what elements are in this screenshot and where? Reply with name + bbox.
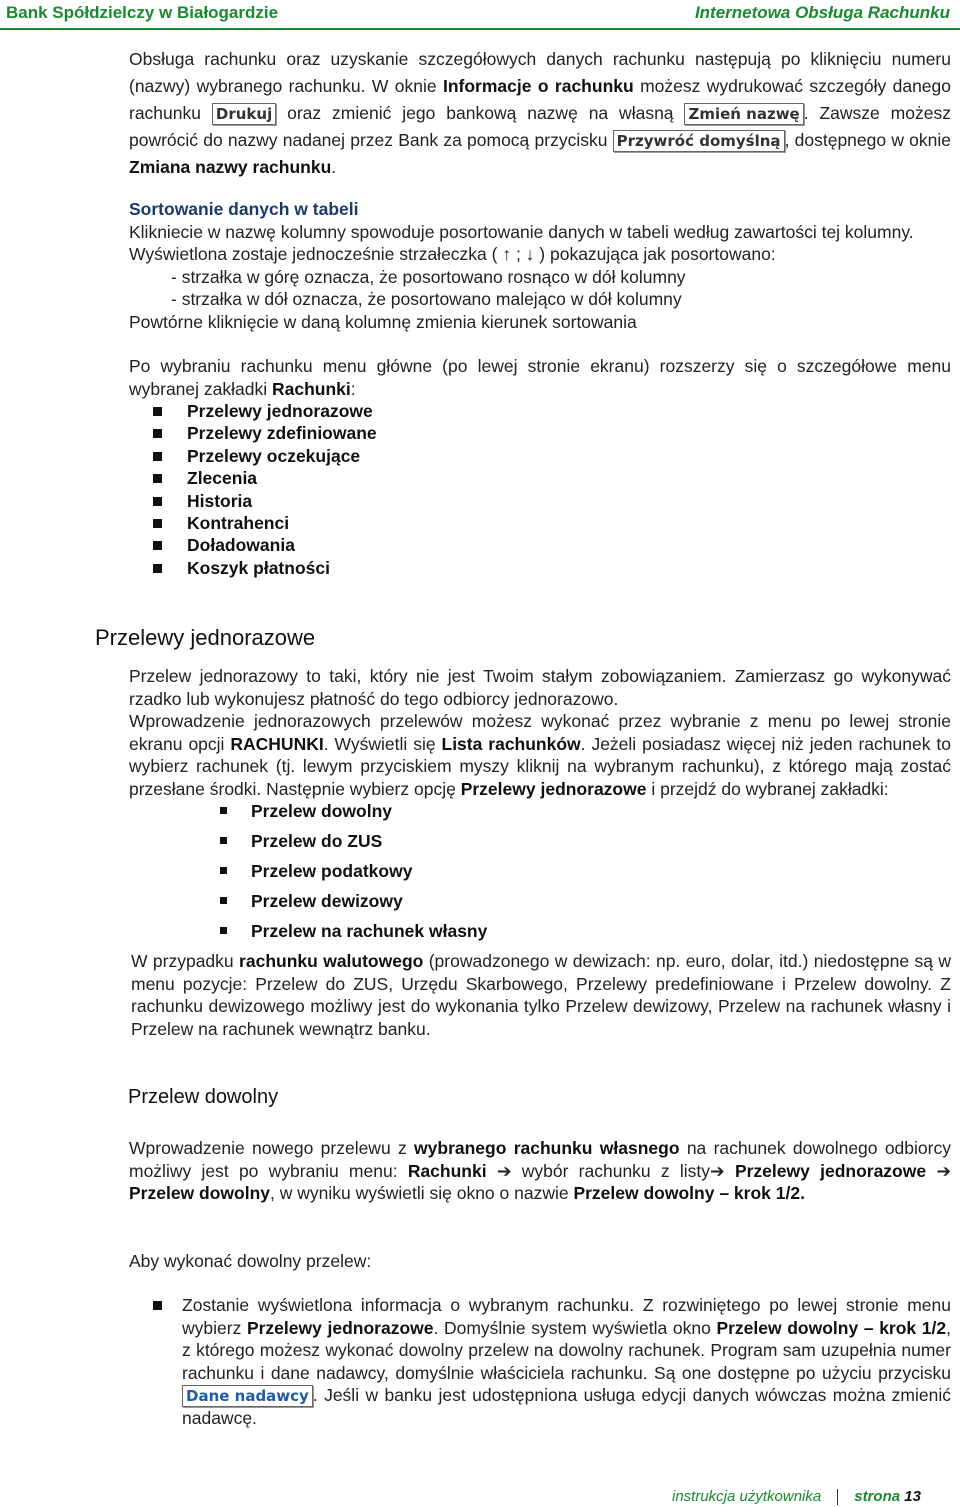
- intro-section: [129, 46, 951, 181]
- bank-name: Bank Spółdzielczy w Białogardzie: [6, 3, 279, 22]
- sorting-repeat-note: Powtórne kliknięcie w daną kolumnę zmienia kierunek sortowania: [129, 311, 637, 332]
- page-number: 13: [904, 1488, 921, 1505]
- square-bullet-icon: [153, 519, 162, 528]
- menu-intro: Po wybraniu rachunku menu główne (po lewej stronie ekranu) rozszerzy się o szczegółowe menu wybranej zakładki Rachunki:: [129, 356, 951, 399]
- sorting-section: [129, 198, 951, 333]
- square-bullet-icon: [153, 474, 162, 483]
- page-footer: [672, 1488, 921, 1505]
- list-item: Przelewy zdefiniowane: [129, 422, 951, 444]
- instruction-intro: [129, 1250, 951, 1273]
- paragraph: Aby wykonać dowolny przelew:: [129, 1251, 372, 1271]
- square-bullet-icon: [153, 1301, 162, 1310]
- sorting-heading: Sortowanie danych w tabeli: [129, 199, 359, 219]
- print-button[interactable]: Drukuj: [212, 103, 276, 125]
- page-header: [0, 0, 960, 30]
- square-bullet-icon: [153, 407, 162, 416]
- rename-button[interactable]: Zmień nazwę: [684, 103, 803, 125]
- square-bullet-icon: [220, 807, 227, 814]
- menu-section: [129, 355, 951, 579]
- list-item: Kontrahenci: [129, 512, 951, 534]
- section2-body: [129, 1137, 951, 1205]
- list-item: Doładowania: [129, 534, 951, 556]
- restore-default-button[interactable]: Przywróć domyślną: [613, 130, 785, 152]
- list-item: Przelewy oczekujące: [129, 445, 951, 467]
- list-item: Przelew na rachunek własny: [129, 920, 951, 950]
- list-item: Przelew podatkowy: [129, 860, 951, 890]
- square-bullet-icon: [153, 541, 162, 550]
- footer-label: instrukcja użytkownika: [672, 1488, 822, 1505]
- square-bullet-icon: [220, 837, 227, 844]
- square-bullet-icon: [153, 429, 162, 438]
- square-bullet-icon: [220, 927, 227, 934]
- square-bullet-icon: [153, 452, 162, 461]
- instruction-bullet: [129, 1294, 951, 1430]
- list-item: Przelew dowolny: [129, 800, 951, 830]
- intro-paragraph: Obsługa rachunku oraz uzyskanie szczegółowych danych rachunku następują po kliknięciu numeru (nazwy) wybranego rachunku. W oknie Informacje o rachunku możesz wydrukować szczegóły danego rachunku Drukuj oraz zmienić jego bankową nazwę na własną Zmień nazwę . Zawsze możesz powrócić do nazwy nadanej przez Bank za pomocą przycisku Przywróć domyślną , dostępnego w oknie Zmiana nazwy rachunku.: [129, 49, 952, 177]
- section-title: Przelewy jednorazowe: [95, 625, 316, 650]
- paragraph: Wprowadzenie nowego przelewu z wybranego rachunku własnego na rachunek dowolnego odbiorcy możliwy jest po wybraniu menu: Rachunki ➔ wybór rachunku z listy➔ Przelewy jednorazowe ➔ Przelew dowolny, w wyniku wyświetli się okno o nazwie Przelew dowolny – krok 1/2.: [129, 1138, 952, 1203]
- footer-separator: [837, 1489, 838, 1505]
- list-item: Przelewy jednorazowe: [129, 400, 951, 422]
- list-item: Zlecenia: [129, 467, 951, 489]
- section1-body: [129, 665, 951, 1040]
- sender-data-button[interactable]: Dane nadawcy: [182, 1385, 313, 1407]
- list-item: Przelew dewizowy: [129, 890, 951, 920]
- square-bullet-icon: [153, 564, 162, 573]
- subsection-title: Przelew dowolny: [128, 1086, 279, 1108]
- square-bullet-icon: [220, 867, 227, 874]
- square-bullet-icon: [220, 897, 227, 904]
- accounts-submenu-list: [129, 400, 951, 579]
- list-item: Historia: [129, 490, 951, 512]
- document-title: Internetowa Obsługa Rachunku: [694, 3, 950, 22]
- sorting-text: Klikniecie w nazwę kolumny spowoduje posortowanie danych w tabeli według zawartości tej kolumny. Wyświetlona zostaje jednocześnie strzałeczka ( ↑ ; ↓ ) pokazująca jak posortowano:: [129, 221, 914, 264]
- square-bullet-icon: [153, 497, 162, 506]
- list-item: Przelew do ZUS: [129, 830, 951, 860]
- paragraph: Zostanie wyświetlona informacja o wybranym rachunku. Z rozwiniętego po lewej stronie menu wybierz Przelewy jednorazowe. Domyślnie system wyświetla okno Przelew dowolny – krok 1/2, z którego możesz wykonać dowolny przelew na dowolny rachunek. Program sam uzupełnia numer rachunku i dane nadawcy, domyślnie właściciela rachunku. Są one dostępne po użyciu przycisku Dane nadawcy . Jeśli w banku jest udostępniona usługa edycji danych wówczas można zmienić nadawcę.: [182, 1295, 951, 1428]
- sorting-asc-note: - strzałka w górę oznacza, że posortowano rosnąco w dół kolumny: [171, 266, 686, 287]
- page-word: strona: [854, 1488, 901, 1505]
- paragraph: W przypadku rachunku walutowego (prowadzonego w dewizach: np. euro, dolar, itd.) niedostępne są w menu pozycje: Przelew do ZUS, Urzędu Skarbowego, Przelewy predefiniowane i Przelew dowolny. Z rachunku dewizowego możliwy jest do wykonania tylko Przelew dewizowy, Przelew na rachunek własny i Przelew na rachunek wewnątrz banku.: [131, 951, 951, 1039]
- sorting-desc-note: - strzałka w dół oznacza, że posortowano malejąco w dół kolumny: [171, 289, 682, 309]
- list-item: Koszyk płatności: [129, 557, 951, 579]
- paragraph: Przelew jednorazowy to taki, który nie jest Twoim stałym zobowiązaniem. Zamierzasz go wykonywać rzadko lub wykonujesz płatność do tego odbiorcy jednorazowo.: [129, 666, 951, 709]
- paragraph: Wprowadzenie jednorazowych przelewów możesz wykonać przez wybranie z menu po lewej stronie ekranu opcji RACHUNKI. Wyświetli się Lista rachunków. Jeżeli posiadasz więcej niż jeden rachunek to wybierz rachunek (tj. lewym przyciskiem myszy kliknij na wybranym rachunku), z którego mają zostać przesłane środki. Następnie wybierz opcję Przelewy jednorazowe i przejdź do wybranej zakładki:: [129, 711, 951, 799]
- transfer-tabs-list: [129, 800, 951, 950]
